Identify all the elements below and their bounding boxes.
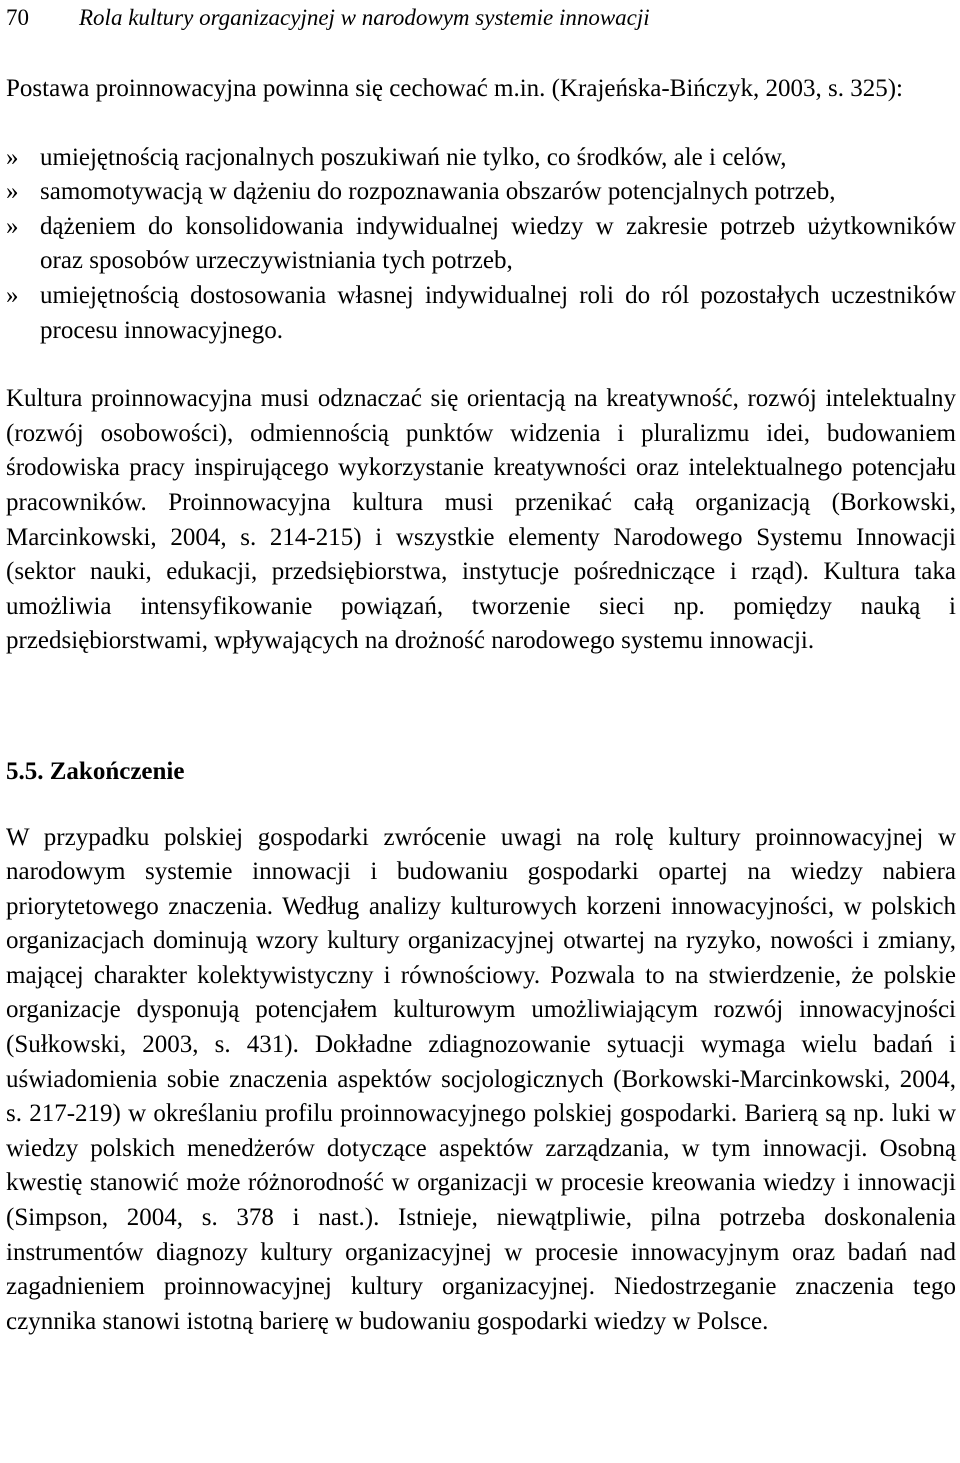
section-heading: 5.5. Zakończenie [6,757,185,785]
list-item-text: umiejętnością dostosowania własnej indywidualnej roli do ról pozostałych uczestników procesu innowacyjnego. [40,281,956,344]
list-item [6,210,956,279]
document-page [6,0,956,1339]
conclusion-paragraph: W przypadku polskiej gospodarki zwrócenie uwagi na rolę kultury proinnowacyjnej w narodowym systemie innowacji i budowaniu gospodarki opartej na wiedzy nabiera priorytetowego znaczenia. Według analizy kulturowych korzeni innowacyjności, w polskich organizacjach dominują wzory kultury organizacyjnej otwartej na ryzyko, nowości i zmiany, mającej charakter kolektywistyczny i równościowy. Pozwala to na stwierdzenie, że polskie organizacje dysponują potencjałem kulturowym umożliwiającym rozwój innowacyjności (Sułkowski, 2003, s. 431). Dokładne zdiagnozowanie sytuacji wymaga wielu badań i uświadomienia sobie znaczenia aspektów socjologicznych (Borkowski-Marcinkowski, 2004, s. 217-219) w określaniu profilu proinnowacyjnego polskiej gospodarki. Barierą są np. luki w wiedzy polskich menedżerów dotyczące aspektów zarządzania, w tym innowacji. Osobną kwestię stanowić może różnorodność w organizacji w procesie kreowania wiedzy i innowacji (Simpson, 2004, s. 378 i nast.). Istnieje, niewątpliwie, pilna potrzeba doskonalenia instrumentów diagnozy kultury organizacyjnej w procesie innowacyjnym oraz badań nad zagadnieniem proinnowacyjnej kultury organizacyjnej. Niedostrzeganie znaczenia tego czynnika stanowi istotną barierę w budowaniu gospodarki wiedzy w Polsce. [6,823,956,1335]
intro-paragraph: Postawa proinnowacyjna powinna się cechować m.in. (Krajeńska-Bińczyk, 2003, s. 325): [6,75,903,102]
list-item [6,175,956,210]
running-header [6,0,956,36]
list-item-text: umiejętnością racjonalnych poszukiwań nie tylko, co środków, ale i celów, [40,143,787,171]
running-title: Rola kultury organizacyjnej w narodowym systemie innowacji [79,5,650,30]
list-item [6,279,956,348]
list-item-text: samomotywacją w dążeniu do rozpoznawania obszarów potencjalnych potrzeb, [40,178,836,206]
bullet-marker: » [6,281,19,309]
bullet-marker: » [6,212,19,240]
bullet-marker: » [6,178,19,206]
culture-paragraph: Kultura proinnowacyjna musi odznaczać się orientacją na kreatywność, rozwój intelektualny (rozwój osobowości), odmiennością punktów widzenia i pluralizmu idei, budowaniem środowiska pracy inspirującego wykorzystanie kreatywności oraz intelektualnego potencjału pracowników. Proinnowacyjna kultura musi przenikać całą organizacją (Borkowski, Marcinkowski, 2004, s. 214-215) i wszystkie elementy Narodowego Systemu Innowacji (sektor nauki, edukacji, przedsiębiorstwa, instytucje pośredniczące i rząd). Kultura taka umożliwia intensyfikowanie powiązań, tworzenie sieci np. pomiędzy nauką i przedsiębiorstwami, wpływających na drożność narodowego systemu innowacji. [6,385,956,655]
list-item [6,141,956,176]
list-item-text: dążeniem do konsolidowania indywidualnej wiedzy w zakresie potrzeb użytkowników oraz sposobów urzeczywistniania tych potrzeb, [40,212,956,275]
bullet-marker: » [6,143,19,171]
page-number: 70 [6,5,29,30]
bullet-list [6,141,956,349]
